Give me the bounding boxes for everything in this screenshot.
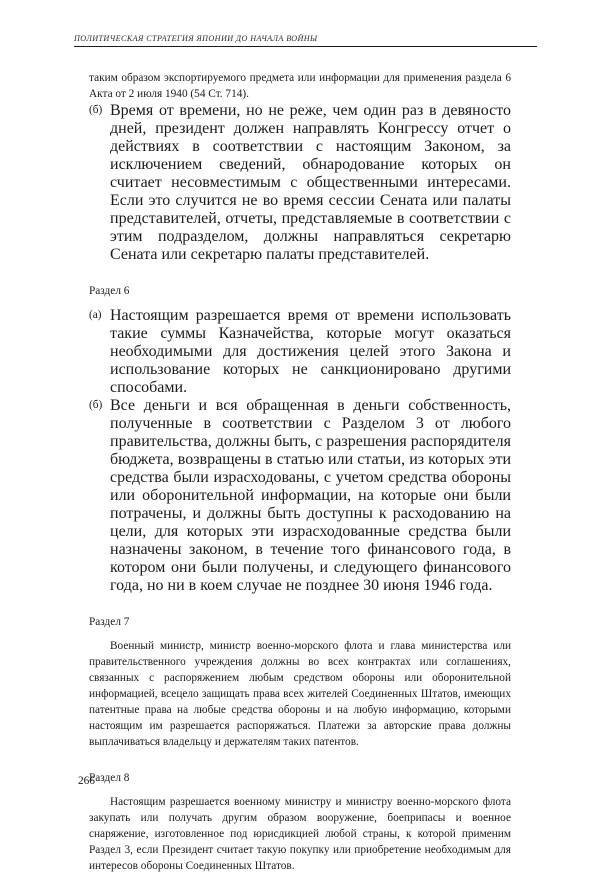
spacer <box>89 595 511 614</box>
section-7-paragraph: Военный министр, министр военно-морского флота и глава министерства или правительственного учреждения должны во всех контрактах или соглашениях, связанных с распоряжением любым средством обороны или оборонительной информацией, всецело защищать права всех жителей Соединенных Штатов, имеющих патентные права на любые средства обороны и на любую информацию, которыми настоящим им разрешается распоряжаться. Платежи за авторские права должны выплачиваться владельцу и держателям таких патентов. <box>89 640 511 749</box>
list-item-text: Все деньги и вся обращенная в деньги собственность, полученные в соответствии с Разделом 3 от любого правительства, должны быть, с разрешения распорядителя бюджета, возвращены в статью или статьи, из которых эти средства были израсходованы, с учетом средства обороны или оборонительной информации, на которые они были потрачены, и должны быть доступны к расходованию на цели, для которых эти израсходованные средства были назначены законом, в течение того финансового года, в котором они были получены, и следующего финансового года, но ни в коем случае не позднее 30 июня 1946 года. <box>110 397 511 595</box>
section-heading-6: Раздел 6 <box>89 285 130 298</box>
spacer <box>89 299 511 307</box>
body-column <box>89 70 511 874</box>
list-item-text: Настоящим разрешается время от времени использовать такие суммы Казначейства, которые могут оказаться необходимыми для достижения целей этого Закона и использование которых не санкционировано другими способами. <box>110 307 511 397</box>
running-head <box>74 34 537 47</box>
running-head-rule <box>74 46 537 47</box>
page-number: 266 <box>78 775 95 787</box>
list-item <box>89 397 511 595</box>
list-item <box>89 102 511 264</box>
spacer <box>89 264 511 283</box>
spacer <box>89 786 511 794</box>
spacer <box>89 630 511 638</box>
list-marker: (а) <box>89 309 102 322</box>
continuation-paragraph: таким образом экспортируемого предмета или информации для применения раздела 6 Акта от 2 июля 1940 (54 Ст. 714). <box>89 72 511 101</box>
section-heading-7: Раздел 7 <box>89 616 130 629</box>
section-6-list <box>89 307 511 595</box>
list-marker: (б) <box>89 399 103 412</box>
running-head-title: ПОЛИТИЧЕСКАЯ СТРАТЕГИЯ ЯПОНИИ ДО НАЧАЛА ВОЙНЫ <box>74 34 318 43</box>
section-8-paragraph: Настоящим разрешается военному министру и министру военно-морского флота закупать или получать другим образом вооружение, боеприпасы и военное снаряжение, изготовленное под юрисдикцией любой страны, к которой применим Раздел 3, если Президент считает такую покупку или приобретение необходимым для интересов обороны Соединенных Штатов. <box>89 795 511 872</box>
list-item <box>89 307 511 397</box>
list-continued <box>89 102 511 264</box>
section-heading-8: Раздел 8 <box>89 771 130 784</box>
list-item-text: Время от времени, но не реже, чем один раз в девяносто дней, президент должен направлять Конгрессу отчет о действиях в соответствии с настоящим Законом, за исключением сведений, обнародование которых он считает несовместимым с общественными интересами. Если это случится не во время сессии Сената или палаты представителей, отчеты, представляемые в соответствии с этим подразделом, должны направляться секретарю Сената или секретарю палаты представителей. <box>110 102 511 264</box>
list-marker: (б) <box>89 104 103 117</box>
spacer <box>89 751 511 770</box>
